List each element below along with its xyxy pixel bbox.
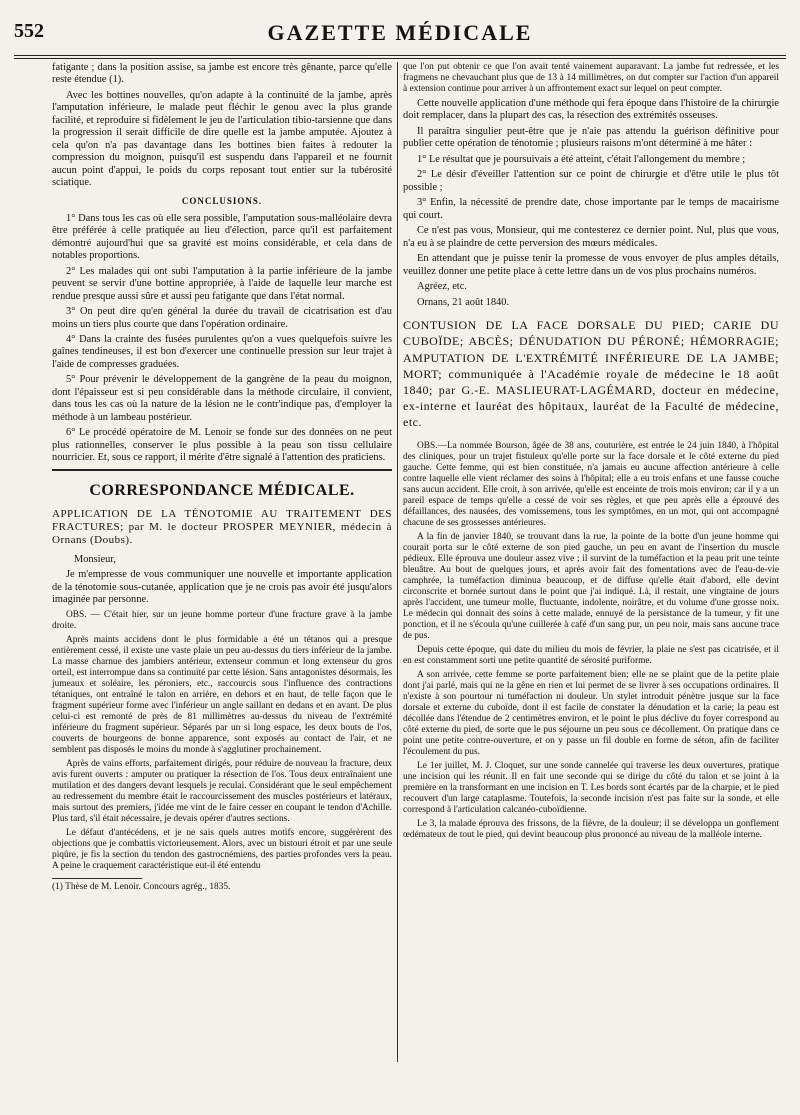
paragraph: Cette nouvelle application d'une méthode qui fera époque dans l'histoire de la chirurgie doit remplacer, dans la plupart des cas, la résection des extrémités osseuses.	[403, 98, 779, 122]
reason-item: 3° Enfin, la nécessité de prendre date, chose importante par le temps de macairisme qui court.	[403, 197, 779, 221]
conclusion-item: 5° Pour prévenir le développement de la gangrène de la peau du moignon, dont l'épaisseur est si peu considérable dans la méthode circulaire, il convient, dans tous les cas où la nature de la lésion ne le contr'indique pas, d'employer la méthode à un lambeau postérieur.	[52, 374, 392, 423]
observation-paragraph: Le 3, la malade éprouva des frissons, de la fièvre, de la douleur; il se développa un gonflement œdémateux de tout le pied, qui devint beaucoup plus prononcé au niveau de la malléole interne.	[403, 818, 779, 840]
observation-paragraph: A son arrivée, cette femme se porte parfaitement bien; elle ne se plaint que de la petite plaie dont j'ai parlé, mais qui ne la gêne en rien et lui permet de se livrer à ses occupations ordinaires. Il n'existe à son pourtour ni tuméfaction ni douleur. Un stylet introduit pénètre jusque sur la face dorsale et externe du cuboïde, dont il est facile de constater la dénudation et la carie; la peau est décollée dans l'étendue de 2 centimètres environ, et le point le plus déclive du foyer correspond au côté externe du pied, de sorte que le pus séjourne un peu sous ce décollement. On pratique dans ce point une petite contre-ouverture, et on y passe un fil double en forme de séton, afin de faciliter l'écoulement du pus.	[403, 669, 779, 757]
conclusions-heading: CONCLUSIONS.	[181, 195, 263, 206]
article-title: CONTUSION DE LA FACE DORSALE DU PIED; CARIE DU CUBOÏDE; ABCÈS; DÉNUDATION DU PÉRONÉ; HÉMORRAGIE; AMPUTATION DE L'EXTRÉMITÉ INFÉRIEURE DE LA JAMBE; MORT; communiquée à l'Académie royale de médecine le 18 août 1840; par G.-E. MASLIEURAT-LAGÉMARD, docteur en médecine, ex-interne et lauréat des hôpitaux, lauréat de la Faculté de médecine, etc.	[403, 318, 779, 430]
salutation: Monsieur,	[74, 553, 117, 565]
paragraph: Il paraîtra singulier peut-être que je n'aie pas attendu la guérison définitive pour publier cette opération de ténotomie ; plusieurs raisons m'ont déterminé à me hâter :	[403, 125, 779, 150]
paragraph: Je m'empresse de vous communiquer une nouvelle et importante application de la ténotomie sous-cutanée, application que je ne crois pas avoir été jusqu'alors imaginée par personne.	[52, 569, 392, 606]
footnote: (1) Thèse de M. Lenoir. Concours agrég., 1835.	[52, 881, 231, 892]
reason-item: 1° Le résultat que je poursuivais a été atteint, c'était l'allongement du membre ;	[417, 153, 746, 165]
conclusion-item: 4° Dans la crainte des fusées purulentes qu'on a vues quelquefois suivre les gaînes tendineuses, il est bon d'exercer une continuelle pression sur leur trajet à l'aide de compresses graduées.	[52, 334, 392, 370]
observation-paragraph: OBS.—La nommée Bourson, âgée de 38 ans, couturière, est entrée le 24 juin 1840, à l'hôpital des cliniques, pour un trajet fistuleux qu'elle porte sur la face dorsale et le côté externe du pied gauche. Cette femme, qui est bien constituée, n'a jamais eu aucune affection antérieure à celle contre laquelle elle vient réclamer des soins à l'hôpital; elle a eu trois enfans et une fausse couche sans aucun accident. Elle croit, à son arrivée, qu'elle est enceinte de trois mois environ; car il y a un pareil espace de temps qu'elle a cessé de voir ses règles, et que peu après elle a éprouvé des défaillances, des nausées, des vomissemens, tous les symptômes, en un mot, qui ont accompagné chacune de ses grossesses antérieures.	[403, 440, 779, 528]
header-rule	[14, 55, 786, 59]
conclusion-item: 6° Le procédé opératoire de M. Lenoir se fonde sur des données on ne peut plus rationnelles, conserver le plus possible à la peau son tissu cellulaire nourricier. Et, sous ce rapport, il mérite d'être signalé à l'attention des praticiens.	[52, 427, 392, 464]
left-column	[52, 62, 392, 896]
conclusion-item: 1° Dans tous les cas où elle sera possible, l'amputation sous-malléolaire devra être préférée à celle pratiquée au lieu d'élection, parce qu'il est parfaitement démontré aujourd'hui que sa gravité est moins considérable, et cela dans de notables proportions.	[52, 212, 392, 262]
conclusion-item: 3° On peut dire qu'en général la durée du travail de cicatrisation est d'au moins un tiers plus courte que dans l'opération ordinaire.	[52, 306, 392, 330]
observation-lead: OBS. — C'était hier, sur un jeune homme porteur d'une fracture grave à la jambe droite.	[52, 609, 392, 631]
conclusion-item: 2° Les malades qui ont subi l'amputation à la partie inférieure de la jambe peuvent se servir d'une bottine appropriée, à l'aide de laquelle leur marche est rendue presque aussi sûre et aussi peu fatigante que dans l'état normal.	[52, 265, 392, 302]
right-column	[403, 62, 779, 844]
paragraph: Après maints accidens dont le plus formidable a été un tétanos qui a presque entièrement cessé, il existe une vaste plaie un peu au-dessus du tiers inférieur de la jambe. La masse charnue des jambiers antérieur, extenseur commun et long extenseur du gros orteil, est interrompue dans sa continuité par cette lésion. Sans antagonistes désormais, les jumeaux et soléaire, les péroniers, etc., raccourcis sous l'influence des contractions tétaniques, ont entraîné le talon en arrière, en dehors et en haut, de telle façon que le fragment supérieur forme avec l'inférieur un angle saillant en dedans et en avant. De plus celui-ci est remonté de près de 81 millimètres au-dessus du niveau de l'extrémité inférieure du fragment supérieur. Séparés par un si long espace, les deux bouts de l'os, couverts de bourgeons de bonne apparence, sont exposés au contact de l'air, et ne semblent pas disposés le moins du monde à s'agglutiner prochainement.	[52, 634, 392, 755]
page-number: 552	[14, 20, 44, 42]
paragraph: Après de vains efforts, parfaitement dirigés, pour réduire de nouveau la fracture, deux avis furent ouverts : amputer ou pratiquer la résection de l'os. Tous deux entraînaient une mutilation et des dangers devant lesquels je reculai. Considérant que le seul empêchement au redressement du membre était le raccourcissement des muscles postérieurs et latéraux, mais surtout des premiers, j'idée me vint de le faire cesser en coupant le tendon d'Achille. Plus tard, s'il était nécessaire, je devais opérer d'autres sections.	[52, 758, 392, 824]
paragraph: Avec les bottines nouvelles, qu'on adapte à la continuité de la jambe, après l'amputation inférieure, le malade peut fléchir le genou avec la plus grande facilité, et reproduire si fidèlement le jeu de l'articulation tibio-tarsienne que dans la progression il serait difficile de dire quelle est la jambe amputée. Ajoutez à cela qu'on n'a pas davantage dans les bottines bien faites à redouter la compression du moignon, puisqu'il est suspendu dans l'appareil et ne fournit aucun point d'appui, le poids du corps reposant tout entier sur la tubérosité sciatique.	[52, 89, 392, 189]
column-divider	[397, 62, 398, 1062]
paragraph: En attendant que je puisse tenir la promesse de vous envoyer de plus amples détails, veuillez donner une petite place à cette lettre dans un de vos plus prochains numéros.	[403, 253, 779, 277]
paragraph: que l'on put obtenir ce que l'on avait tenté vainement auparavant. La jambe fut redressée, et les fragmens ne chevauchant plus que de 13 à 14 millimètres, on dut compter sur l'action d'un appareil à extension continue pour arriver à un affrontement exact sur lequel on peut compter.	[403, 62, 779, 94]
paragraph: Le défaut d'antécédens, et je ne sais quels autres motifs encore, suggérèrent des objections que je combattis victorieusement. Alors, avec un bistouri étroit et par une seule piqûre, je fis la section du tendon des gastrocnémiens, des parties profondes vers la peau. A peine le craquement caractéristique eut-il été entendu	[52, 827, 392, 871]
journal-title: GAZETTE MÉDICALE	[267, 20, 533, 45]
dateline: Ornans, 21 août 1840.	[417, 296, 510, 308]
footnote-rule	[52, 878, 142, 879]
paragraph: Ce n'est pas vous, Monsieur, qui me contesterez ce dernier point. Nul, plus que vous, n'a eu à se plaindre de cette perversion des mœurs médicales.	[403, 225, 779, 249]
paragraph: fatigante ; dans la position assise, sa jambe est encore très gênante, parce qu'elle reste étendue (1).	[52, 62, 392, 86]
observation-paragraph: Le 1er juillet, M. J. Cloquet, sur une sonde cannelée qui traverse les deux ouvertures, pratique une incision qui les réunit. Il en fait une seconde qui se dirige du côté du talon et se joint à la première en la transformant en une incision en T. Les bords sont écartés par de la charpie, et le pied recouvert d'un large cataplasme. Toutefois, la seconde incision n'est pas faite sur la sonde, et elle correspond à l'articulation calcanéo-cuboïdienne.	[403, 760, 779, 815]
article-subtitle: APPLICATION DE LA TÉNOTOMIE AU TRAITEMENT DES FRACTURES; par M. le docteur PROSPER MEYNIER, médecin à Ornans (Doubs).	[52, 508, 392, 547]
observation-paragraph: Depuis cette époque, qui date du milieu du mois de février, la plaie ne s'est pas cicatrisée, et il en est constamment sorti une petite quantité de sérosité puriforme.	[403, 644, 779, 666]
observation-paragraph: A la fin de janvier 1840, se trouvant dans la rue, la pointe de la botte d'un jeune homme qui courait porta sur le côté externe de son pied gauche, un peu en avant de l'insertion du muscle pédieux. Elle éprouva une douleur assez vive ; il survint de la tuméfaction et la peau prit une teinte bleuâtre. Au bout de quelques jours, et après avoir fait des fomentations avec de l'eau-de-vie camphrée, la tuméfaction diminua beaucoup, et de diffuse qu'elle était d'abord, elle devint circonscrite et bornée surtout dans le point que j'ai indiqué. Là, il restait, une vingtaine de jours après l'accident, une tumeur molle, fluctuante, indolente, noirâtre, et du volume d'une grosse noix. Le médecin qui donnait des soins à cette malade, ennuyé de la persistance de la tumeur, y fit une ponction, et il ne s'écoula qu'une cuillerée à café d'un sang pur, un peu noir, mais sans aucune trace de pus.	[403, 531, 779, 641]
reason-item: 2° Le désir d'éveiller l'attention sur ce point de chirurgie et d'être utile le plus tôt possible ;	[403, 169, 779, 193]
section-title: CORRESPONDANCE MÉDICALE.	[52, 469, 392, 500]
sign-off: Agréez, etc.	[417, 281, 467, 293]
